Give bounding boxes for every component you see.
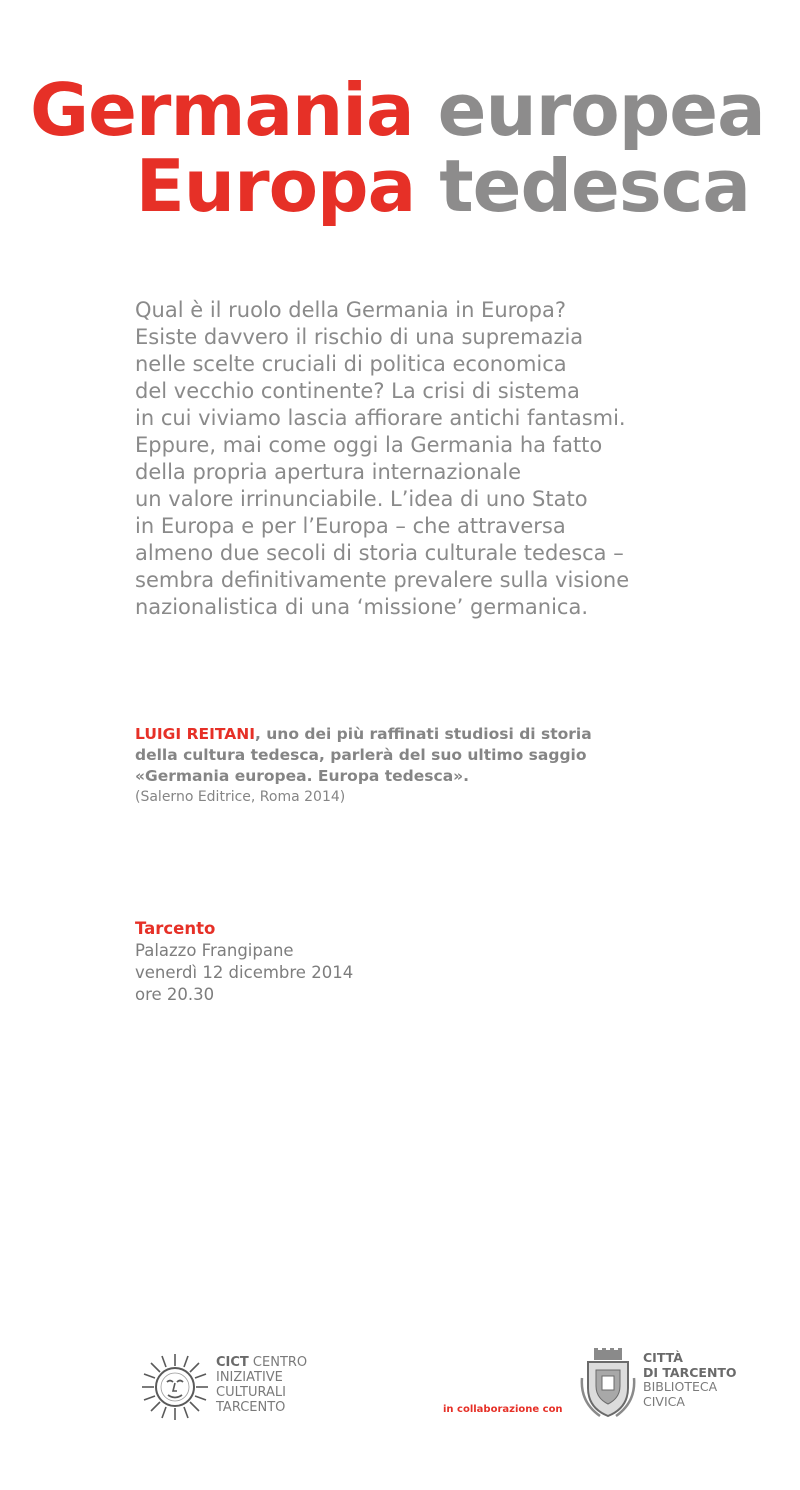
event-details — [135, 918, 353, 1006]
title-line-2 — [30, 144, 750, 228]
intro-line: in Europa e per l’Europa – che attraversa — [135, 514, 566, 538]
speaker-description: , uno dei più raffinati studiosi di storia — [254, 725, 592, 743]
speaker-line-1 — [135, 724, 695, 745]
intro-paragraph — [135, 297, 755, 621]
intro-line: del vecchio continente? La crisi di sistema — [135, 379, 580, 403]
poster-title — [30, 68, 765, 228]
intro-line: Qual è il ruolo della Germania in Europa? — [135, 298, 567, 322]
publisher: (Salerno Editrice, Roma 2014) — [135, 789, 346, 805]
event-venue: Palazzo Frangipane — [135, 941, 294, 960]
title-line-1 — [30, 68, 765, 152]
cict-line-1 — [216, 1355, 307, 1370]
title-germania: Germania — [30, 68, 414, 152]
title-tedesca: tedesca — [439, 144, 750, 228]
tarcento-library-text — [643, 1351, 737, 1409]
speaker-name: LUIGI REITANI — [135, 725, 255, 743]
speaker-line-2: della cultura tedesca, parlerà del suo ultimo saggio — [135, 746, 587, 764]
intro-line: nazionalistica di una ‘missione’ germanica. — [135, 595, 589, 619]
speaker-block — [135, 724, 695, 807]
city-line-3: BIBLIOTECA — [643, 1379, 718, 1394]
intro-line: nelle scelte cruciali di politica economica — [135, 352, 567, 376]
event-time: ore 20.30 — [135, 985, 215, 1004]
intro-line: della propria apertura internazionale — [135, 460, 522, 484]
cict-logo-text — [216, 1355, 307, 1415]
intro-line: in cui viviamo lascia affiorare antichi fantasmi. — [135, 406, 626, 430]
title-europa: Europa — [135, 144, 416, 228]
intro-line: un valore irrinunciabile. L’idea di uno Stato — [135, 487, 588, 511]
intro-line: Esiste davvero il rischio di una supremazia — [135, 325, 584, 349]
cict-line-4: TARCENTO — [216, 1400, 286, 1415]
intro-line: almeno due secoli di storia culturale tedesca – — [135, 541, 624, 565]
event-date: venerdì 12 dicembre 2014 — [135, 963, 354, 982]
cict-sun-logo-icon — [140, 1352, 210, 1422]
cict-line-3: CULTURALI — [216, 1385, 286, 1400]
city-line-2: DI TARCENTO — [643, 1364, 737, 1380]
cict-line-2: INIZIATIVE — [216, 1370, 283, 1385]
tarcento-crest-icon — [580, 1348, 636, 1420]
intro-line: Eppure, mai come oggi la Germania ha fatto — [135, 433, 603, 457]
title-europea: europea — [437, 68, 765, 152]
collaboration-note: in collaborazione con — [443, 1404, 563, 1415]
city-line-4: CIVICA — [643, 1393, 685, 1409]
book-title: «Germania europea. Europa tedesca». — [135, 767, 470, 785]
intro-line: sembra definitivamente prevalere sulla visione — [135, 568, 630, 592]
cict-acronym: CICT — [216, 1355, 249, 1370]
city-line-1: CITTÀ — [643, 1350, 683, 1365]
cict-centro: CENTRO — [248, 1355, 308, 1370]
event-city: Tarcento — [135, 919, 216, 938]
